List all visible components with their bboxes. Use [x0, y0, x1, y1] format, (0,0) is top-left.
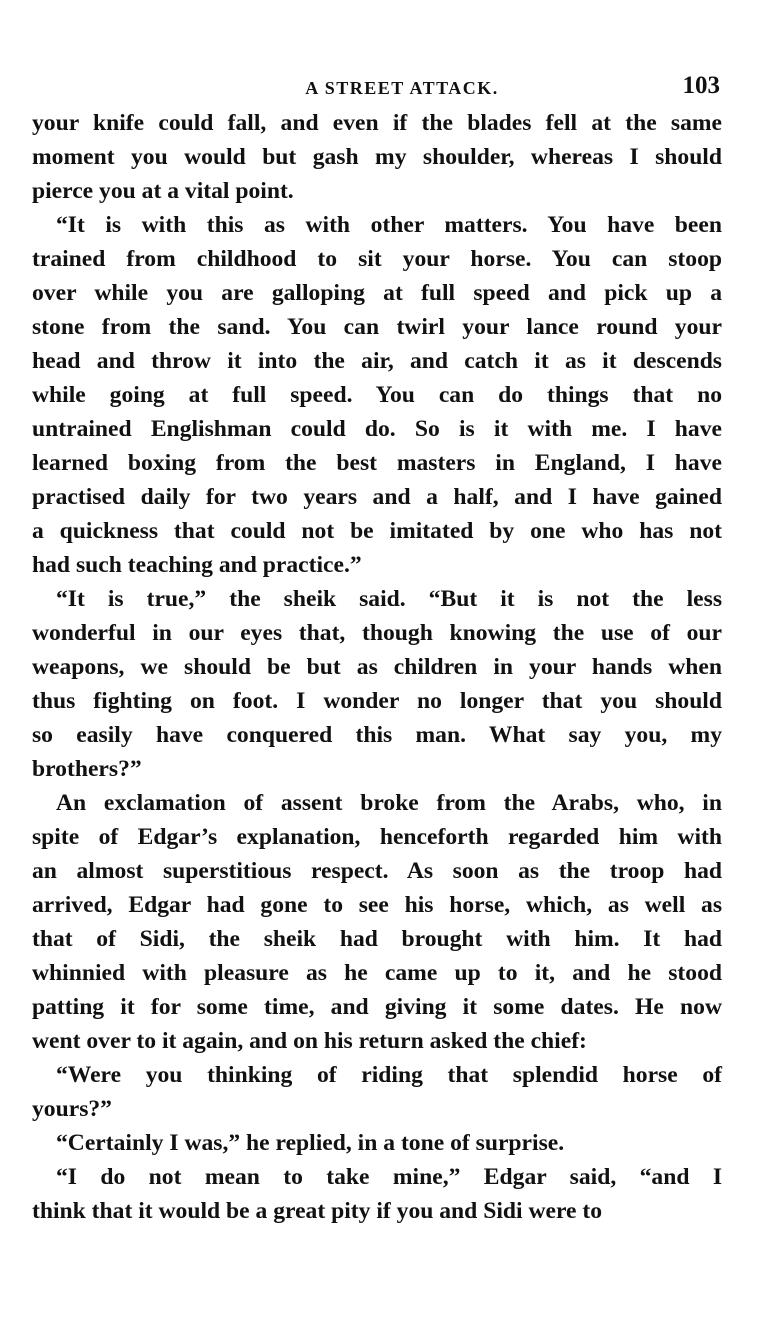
text-line: “Certainly I was,” he replied, in a tone of surprise.	[56, 1130, 565, 1156]
text-line: pierce you at a vital point.	[32, 178, 294, 204]
text-line: while going at full speed. You can do things that no	[32, 382, 722, 408]
paragraph	[32, 208, 722, 582]
text-line: stone from the sand. You can twirl your lance round your	[32, 314, 722, 340]
text-line: that of Sidi, the sheik had brought with him. It had	[32, 926, 722, 952]
text-line: whinnied with pleasure as he came up to it, and he stood	[32, 960, 722, 986]
paragraph	[32, 1160, 722, 1228]
text-line: yours?”	[32, 1096, 112, 1122]
running-title: A STREET ATTACK.	[305, 78, 499, 98]
paragraph	[32, 786, 722, 1058]
text-line: head and throw it into the air, and catch it as it descends	[32, 348, 722, 374]
page-number: 103	[682, 72, 720, 99]
text-line: An exclamation of assent broke from the Arabs, who, in	[56, 790, 722, 816]
text-line: untrained Englishman could do. So is it with me. I have	[32, 416, 722, 442]
text-line: went over to it again, and on his return asked the chief:	[32, 1028, 587, 1054]
paragraph	[32, 1058, 722, 1126]
text-line: had such teaching and practice.”	[32, 552, 362, 578]
text-line: think that it would be a great pity if you and Sidi were to	[32, 1198, 603, 1224]
text-line: spite of Edgar’s explanation, henceforth regarded him with	[32, 824, 722, 850]
text-line: practised daily for two years and a half, and I have gained	[32, 484, 722, 510]
text-line: brothers?”	[32, 756, 142, 782]
text-line: arrived, Edgar had gone to see his horse, which, as well as	[32, 892, 722, 918]
text-line: over while you are galloping at full speed and pick up a	[32, 280, 722, 306]
text-line: “I do not mean to take mine,” Edgar said, “and I	[56, 1164, 722, 1190]
text-line: patting it for some time, and giving it some dates. He now	[32, 994, 722, 1020]
text-line: a quickness that could not be imitated by one who has not	[32, 518, 722, 544]
text-line: so easily have conquered this man. What say you, my	[32, 722, 722, 748]
paragraph	[32, 582, 722, 786]
text-line: “Were you thinking of riding that splendid horse of	[56, 1062, 722, 1088]
text-line: thus fighting on foot. I wonder no longer that you should	[32, 688, 722, 714]
paragraph	[32, 106, 722, 208]
body-text	[32, 106, 722, 1228]
text-line: learned boxing from the best masters in England, I have	[32, 450, 722, 476]
text-line: wonderful in our eyes that, though knowing the use of our	[32, 620, 722, 646]
running-head	[32, 72, 722, 106]
text-line: your knife could fall, and even if the blades fell at the same	[32, 110, 722, 136]
book-page	[32, 72, 722, 1228]
text-line: “It is with this as with other matters. You have been	[56, 212, 722, 238]
text-line: moment you would but gash my shoulder, whereas I should	[32, 144, 722, 170]
text-line: an almost superstitious respect. As soon as the troop had	[32, 858, 722, 884]
text-line: weapons, we should be but as children in your hands when	[32, 654, 722, 680]
text-line: trained from childhood to sit your horse. You can stoop	[32, 246, 722, 272]
paragraph	[32, 1126, 722, 1160]
text-line: “It is true,” the sheik said. “But it is not the less	[56, 586, 722, 612]
